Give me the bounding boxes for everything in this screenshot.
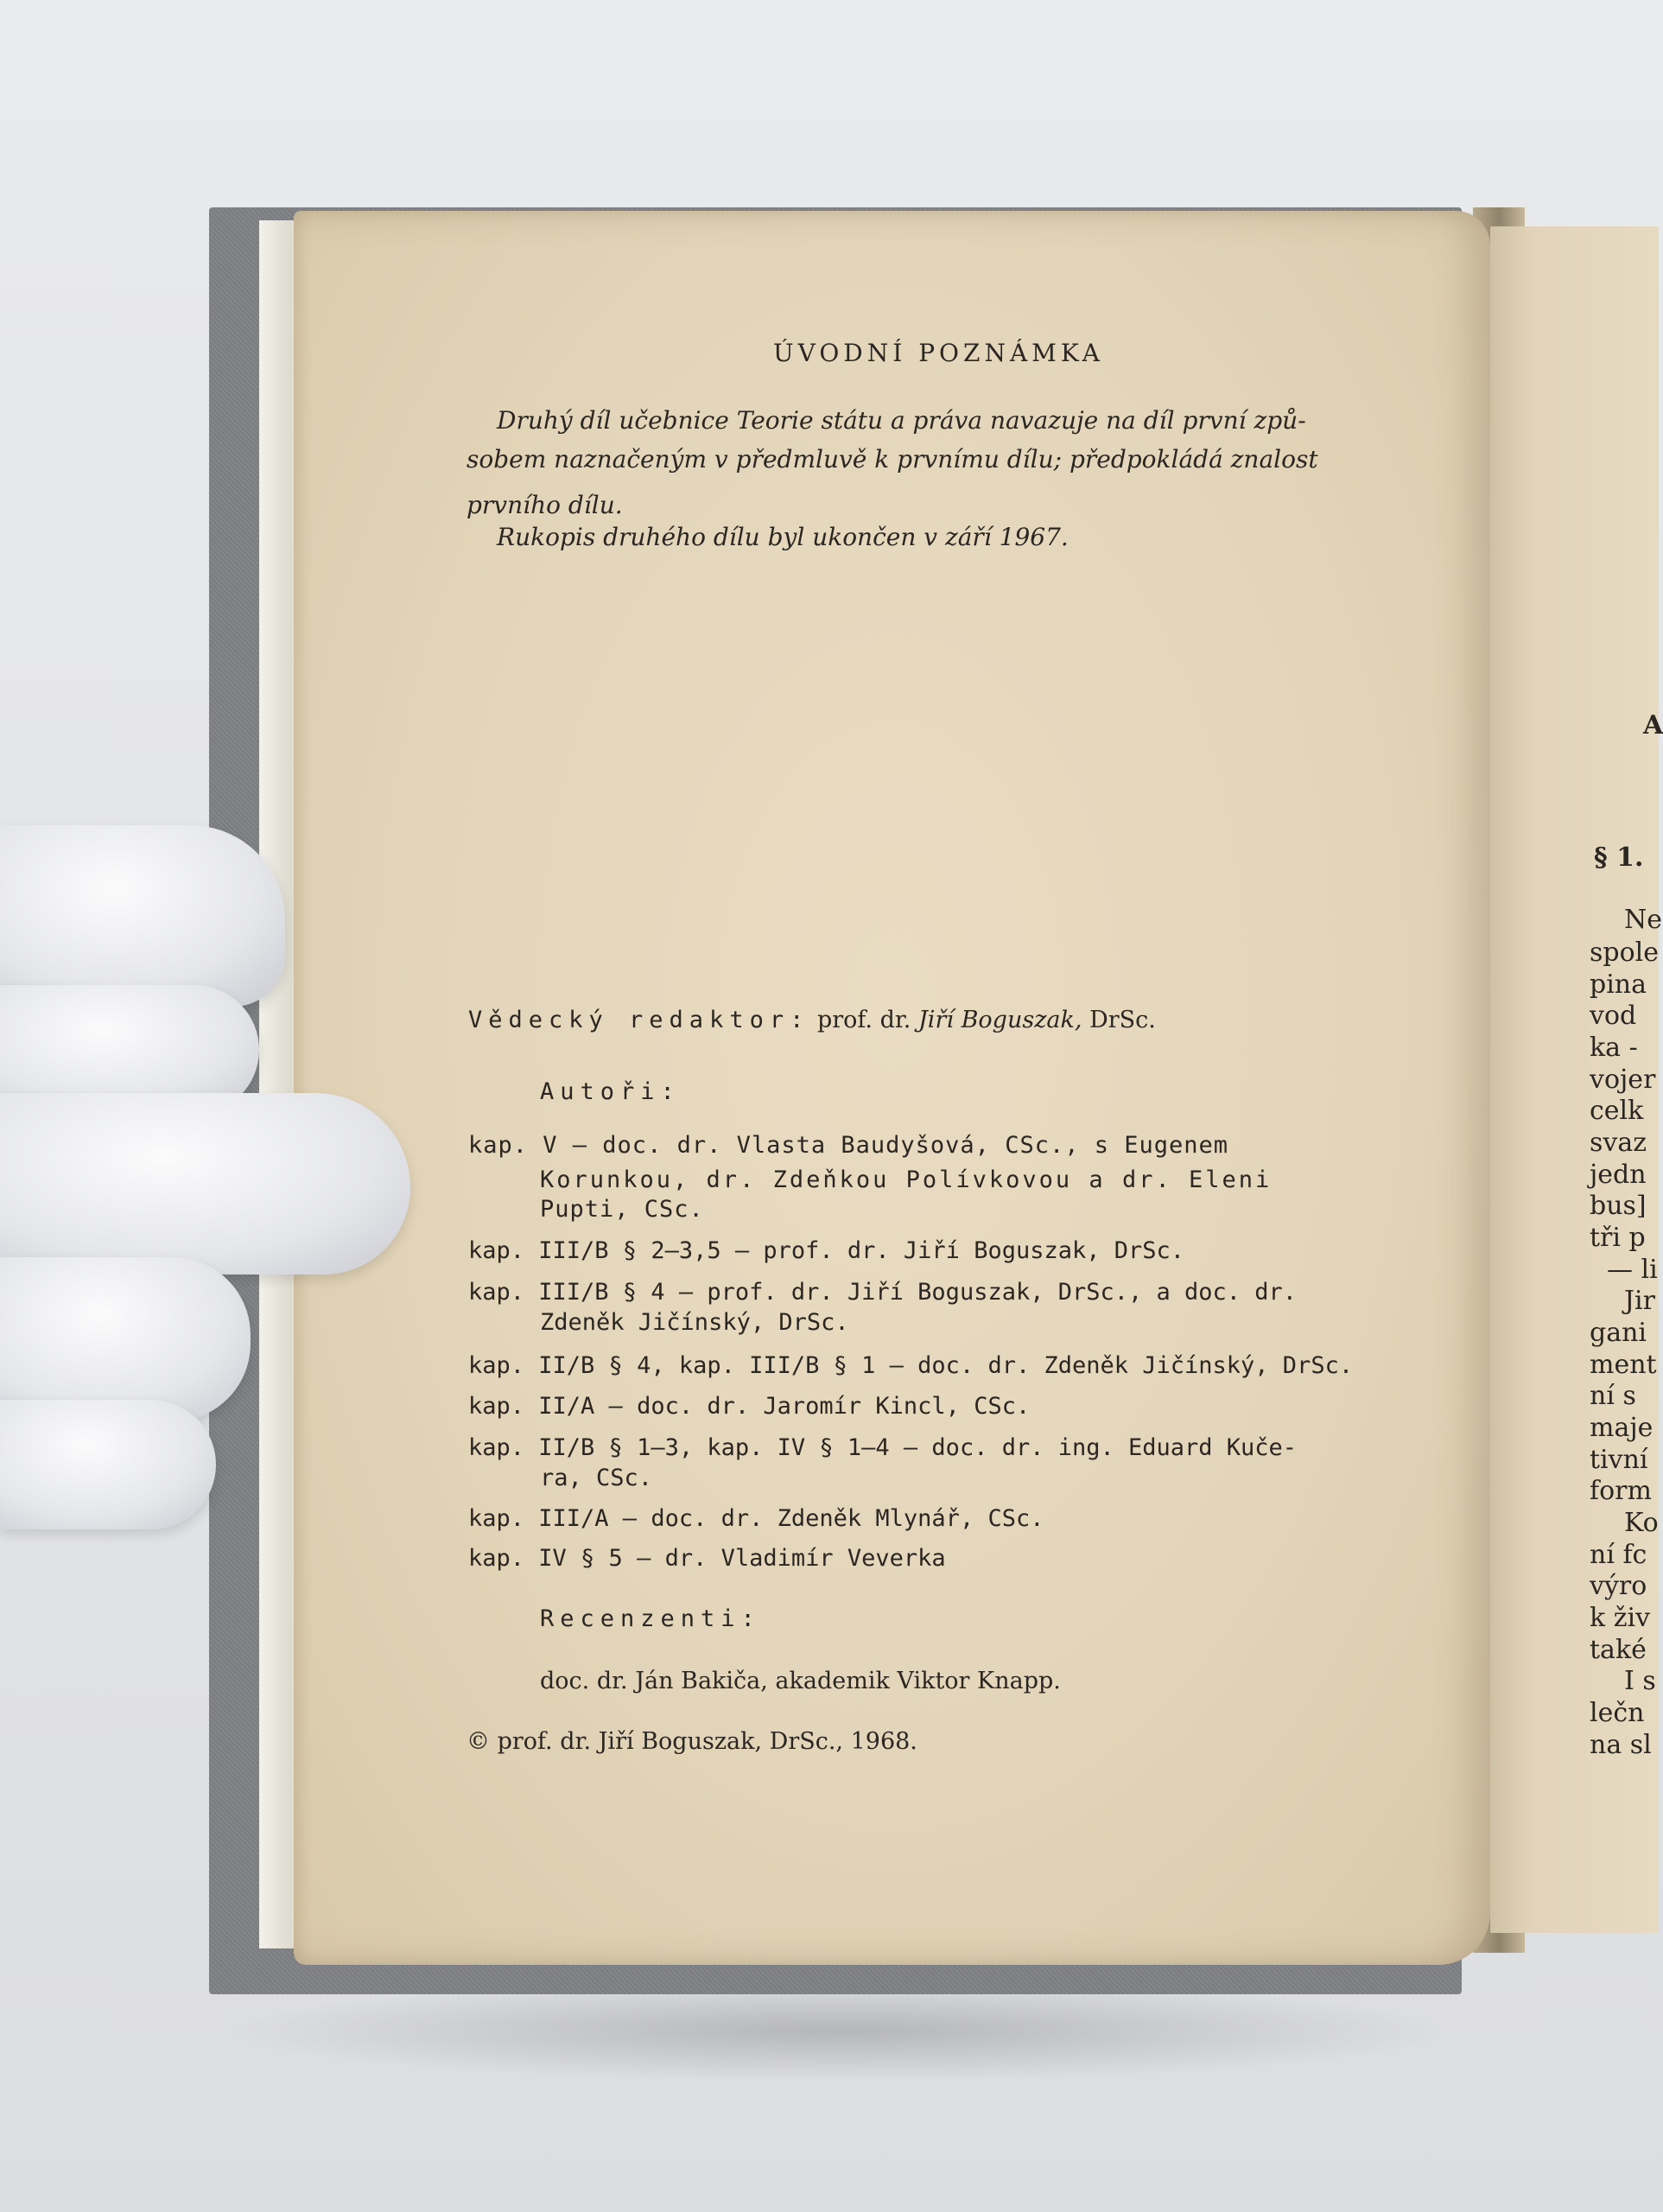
editor-label: Vědecký redaktor: bbox=[468, 1007, 810, 1033]
right-fragment-14: — li bbox=[1607, 1255, 1658, 1285]
reviewers-line: doc. dr. Ján Bakiča, akademik Viktor Knapp. bbox=[540, 1668, 1061, 1694]
copyright-line: © prof. dr. Jiří Boguszak, DrSc., 1968. bbox=[467, 1728, 917, 1755]
book-shadow bbox=[216, 1979, 1460, 2082]
left-page bbox=[294, 211, 1490, 1965]
right-fragment-9: celk bbox=[1590, 1096, 1644, 1126]
right-fragment-21: form bbox=[1590, 1476, 1652, 1506]
right-fragment-25: k živ bbox=[1590, 1603, 1651, 1633]
right-fragment-26: také bbox=[1590, 1635, 1647, 1665]
right-fragment-6: vod bbox=[1590, 1001, 1637, 1031]
editor-prefix: prof. dr. bbox=[816, 1007, 911, 1033]
reviewers-label: Recenzenti: bbox=[540, 1605, 761, 1632]
right-fragment-10: svaz bbox=[1590, 1128, 1647, 1158]
right-fragment-20: tivní bbox=[1590, 1445, 1648, 1475]
author-line-1: kap. V — doc. dr. Vlasta Baudyšová, CSc., s Eugenem bbox=[468, 1132, 1229, 1159]
author-line-7: kap. II/B § 4, kap. III/B § 1 — doc. dr. Zdeněk Jičínský, DrSc. bbox=[468, 1352, 1354, 1379]
right-fragment-8: vojer bbox=[1590, 1065, 1656, 1095]
right-fragment-16: gani bbox=[1590, 1318, 1647, 1348]
right-fragment-19: maje bbox=[1590, 1413, 1653, 1443]
right-fragment-24: výro bbox=[1590, 1571, 1647, 1601]
right-fragment-3: Ne bbox=[1624, 905, 1663, 935]
intro-line-4: Rukopis druhého dílu byl ukončen v září 1967. bbox=[497, 523, 1069, 551]
right-fragment-7: ka - bbox=[1590, 1033, 1638, 1063]
author-line-2: Korunkou, dr. Zdeňkou Polívkovou a dr. Eleni bbox=[540, 1166, 1273, 1193]
author-line-3: Pupti, CSc. bbox=[540, 1196, 704, 1223]
right-fragment-15: Jir bbox=[1624, 1286, 1655, 1316]
intro-line-1: Druhý díl učebnice Teorie státu a práva navazuje na díl první způ- bbox=[497, 406, 1306, 435]
editor-name: Jiří Boguszak, bbox=[917, 1007, 1082, 1033]
right-fragment-1: A bbox=[1643, 710, 1663, 741]
right-fragment-2: § 1. bbox=[1594, 842, 1644, 873]
right-fragment-28: lečn bbox=[1590, 1698, 1645, 1728]
authors-label: Autoři: bbox=[540, 1078, 681, 1105]
page-heading: ÚVODNÍ POZNÁMKA bbox=[773, 339, 1104, 367]
glove-finger-4 bbox=[0, 1400, 216, 1529]
author-line-9: kap. II/B § 1—3, kap. IV § 1—4 — doc. dr. ing. Eduard Kuče- bbox=[468, 1434, 1298, 1461]
right-fragment-18: ní s bbox=[1590, 1381, 1636, 1411]
right-fragment-23: ní fc bbox=[1590, 1540, 1647, 1570]
author-line-6: Zdeněk Jičínský, DrSc. bbox=[540, 1309, 849, 1336]
glove-finger-1 bbox=[0, 825, 285, 1007]
right-fragment-13: tři p bbox=[1590, 1223, 1646, 1253]
right-fragment-29: na sl bbox=[1590, 1730, 1652, 1760]
intro-line-2: sobem naznačeným v předmluvě k prvnímu dílu; předpokládá znalost bbox=[467, 445, 1318, 474]
editor-suffix: DrSc. bbox=[1089, 1007, 1156, 1033]
right-fragment-27: I s bbox=[1624, 1666, 1656, 1696]
right-fragment-5: pina bbox=[1590, 969, 1647, 1000]
right-fragment-17: ment bbox=[1590, 1350, 1657, 1380]
white-glove-hand bbox=[0, 825, 415, 1568]
author-line-8: kap. II/A — doc. dr. Jaromír Kincl, CSc. bbox=[468, 1393, 1031, 1420]
right-fragment-4: spole bbox=[1590, 938, 1660, 968]
author-line-10: ra, CSc. bbox=[540, 1465, 653, 1491]
author-line-12: kap. IV § 5 — dr. Vladimír Veverka bbox=[468, 1545, 946, 1572]
editor-line bbox=[468, 1007, 1156, 1033]
glove-thumb bbox=[0, 1093, 410, 1274]
glove-finger-3 bbox=[0, 1257, 251, 1421]
right-fragment-11: jedn bbox=[1590, 1160, 1647, 1190]
author-line-11: kap. III/A — doc. dr. Zdeněk Mlynář, CSc. bbox=[468, 1505, 1044, 1532]
right-fragment-22: Ko bbox=[1624, 1508, 1659, 1538]
right-fragment-12: bus] bbox=[1590, 1191, 1647, 1221]
author-line-4: kap. III/B § 2—3,5 — prof. dr. Jiří Boguszak, DrSc. bbox=[468, 1237, 1185, 1264]
intro-line-3: prvního dílu. bbox=[467, 491, 623, 519]
author-line-5: kap. III/B § 4 — prof. dr. Jiří Boguszak, DrSc., a doc. dr. bbox=[468, 1279, 1298, 1306]
